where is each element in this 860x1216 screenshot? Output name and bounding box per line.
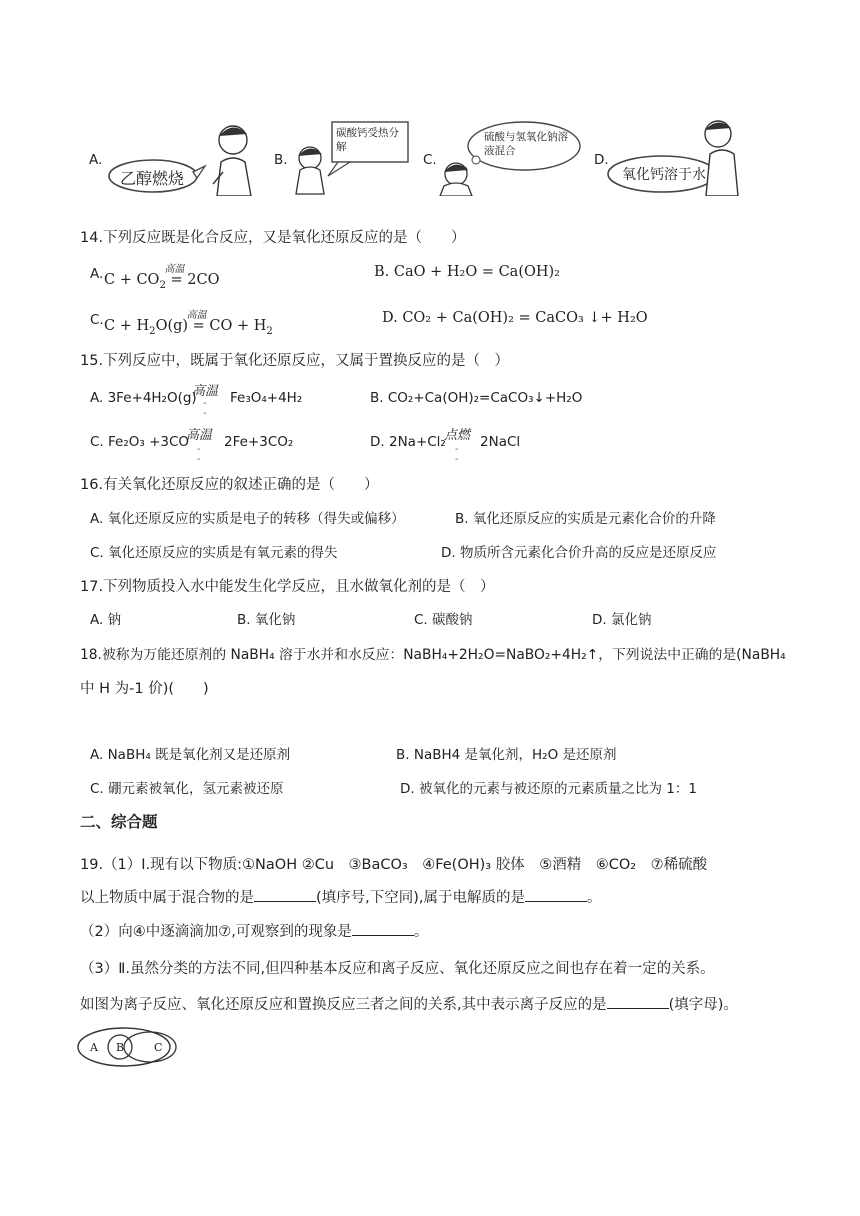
q14-option-c-equation: $C + H_2O(g)$ = 高温 CO + $H_2$ [104,318,273,337]
q14-option-b[interactable]: B. CaO + H₂O = Ca(OH)₂ [374,264,560,280]
q17-option-c[interactable]: C. 碳酸钠 [414,612,473,628]
q19-line2-part1: 以上物质中属于混合物的是 [80,890,254,906]
q16-option-c[interactable]: C. 氧化还原反应的实质是有氧元素的得失 [90,545,338,561]
q18-stem-line1: 18.被称为万能还原剂的 NaBH₄ 溶于水并和水反应：NaBH₄+2H₂O=NaBO₂+4H₂↑，下列说法中正确的是(NaBH₄ [80,647,786,663]
q15-option-d-mark2: - [455,454,459,465]
q15-option-c-mark2: - [197,454,201,465]
q15-stem: 15.下列反应中，既属于氧化还原反应，又属于置换反应的是（ ） [80,353,510,369]
q15-option-a-mark2: - [203,408,207,419]
q14-option-a-label: A. [90,266,104,282]
q13-option-c-bubble-text: 硫酸与氢氧化钠溶液混合 [484,131,568,157]
q18-option-a[interactable]: A. NaBH₄ 既是氧化剂又是还原剂 [90,747,291,763]
q17-option-b[interactable]: B. 氧化钠 [237,612,296,628]
q15-option-d-condition: 点燃 [444,428,471,443]
q19-line2 [80,886,602,907]
q19-line2-part3: 。 [587,890,602,906]
q15-option-c-left: C. Fe₂O₃ +3CO [90,434,190,450]
q15-option-d-mark: - [455,444,459,455]
q16-option-a[interactable]: A. 氧化还原反应的实质是电子的转移（得失或偏移） [90,511,405,527]
q19-line5 [80,993,738,1014]
q19-blank-electrolytes[interactable] [525,889,587,902]
q13-option-d-label[interactable]: D. [594,152,609,168]
section-title: 二、综合题 [80,813,158,831]
q14-stem: 14.下列反应既是化合反应，又是氧化还原反应的是（ ） [80,230,466,246]
q17-option-a[interactable]: A. 钠 [90,612,122,628]
q14-option-a-condition: 高温 [164,264,185,275]
q15-option-d-left: D. 2Na+Cl₂ [370,434,446,450]
q15-option-c-condition: 高温 [186,428,213,443]
q13-option-c-label[interactable]: C. [423,152,437,168]
q18-stem-line2: 中 H 为-1 价)( ) [80,681,209,697]
q15-option-c-mark: - [197,444,201,455]
q15-option-a-condition: 高温 [192,384,219,399]
venn-label-c: C [154,1041,163,1054]
q14-option-c-label: C. [90,312,104,328]
q19-blank-letter[interactable] [607,996,669,1009]
q18-option-b[interactable]: B. NaBH4 是氧化剂，H₂O 是还原剂 [396,747,617,763]
q13-option-b-label[interactable]: B. [274,152,288,168]
q15-option-b[interactable]: B. CO₂+Ca(OH)₂=CaCO₃↓+H₂O [370,390,583,406]
q15-option-c-right: 2Fe+3CO₂ [224,434,294,450]
q13-option-a-label[interactable]: A. [89,152,103,168]
q19-line3 [80,920,428,941]
q15-option-a-left: A. 3Fe+4H₂O(g) [90,390,197,406]
q16-option-b[interactable]: B. 氧化还原反应的实质是元素化合价的升降 [455,511,716,527]
q13-option-d-bubble-text: 氧化钙溶于水 [622,167,706,183]
q19-line5-part2: (填字母)。 [668,997,738,1013]
q19-line3-part1: （2）向④中逐滴滴加⑦,可观察到的现象是 [80,924,352,940]
q18-option-d[interactable]: D. 被氧化的元素与被还原的元素质量之比为 1：1 [400,781,697,797]
q14-option-c-condition: 高温 [186,310,207,321]
q14-option-a-equation: $C + CO_2$ = 高温 2CO [104,272,220,291]
q13-option-a-bubble-text: 乙醇燃烧 [120,169,185,188]
q15-option-a-right: Fe₃O₄+4H₂ [230,390,303,406]
q19-line4: （3）Ⅱ.虽然分类的方法不同,但四种基本反应和离子反应、氧化还原反应之间也存在着一定的关系。 [80,961,715,977]
venn-diagram [76,1026,182,1070]
q18-option-c[interactable]: C. 硼元素被氧化，氢元素被还原 [90,781,284,797]
q19-line1: 19.（1）Ⅰ.现有以下物质:①NaOH ②Cu ③BaCO₃ ④Fe(OH)₃ 胶体 ⑤酒精 ⑥CO₂ ⑦稀硫酸 [80,857,708,873]
q19-blank-mixtures[interactable] [254,889,316,902]
q15-option-d-right: 2NaCl [480,434,521,450]
venn-label-b: B [116,1041,125,1054]
q17-option-d[interactable]: D. 氯化钠 [592,612,652,628]
q19-line5-part1: 如图为离子反应、氧化还原反应和置换反应三者之间的关系,其中表示离子反应的是 [80,997,607,1013]
q16-option-d[interactable]: D. 物质所含元素化合价升高的反应是还原反应 [441,545,717,561]
q19-line2-part2: (填序号,下空同),属于电解质的是 [316,890,526,906]
q17-stem: 17.下列物质投入水中能发生化学反应，且水做氧化剂的是（ ） [80,579,495,595]
q19-blank-phenomenon[interactable] [352,923,414,936]
q15-option-a-mark: - [203,398,207,409]
q19-line3-part2: 。 [413,924,429,940]
q14-option-d[interactable]: D. CO₂ + Ca(OH)₂ = CaCO₃ ↓+ H₂O [382,310,648,326]
q13-option-b-bubble-text: 碳酸钙受热分解 [336,127,399,153]
q16-stem: 16.有关氧化还原反应的叙述正确的是（ ） [80,477,379,493]
venn-label-a: A [90,1041,98,1054]
q13-option-d-figure [606,116,756,196]
